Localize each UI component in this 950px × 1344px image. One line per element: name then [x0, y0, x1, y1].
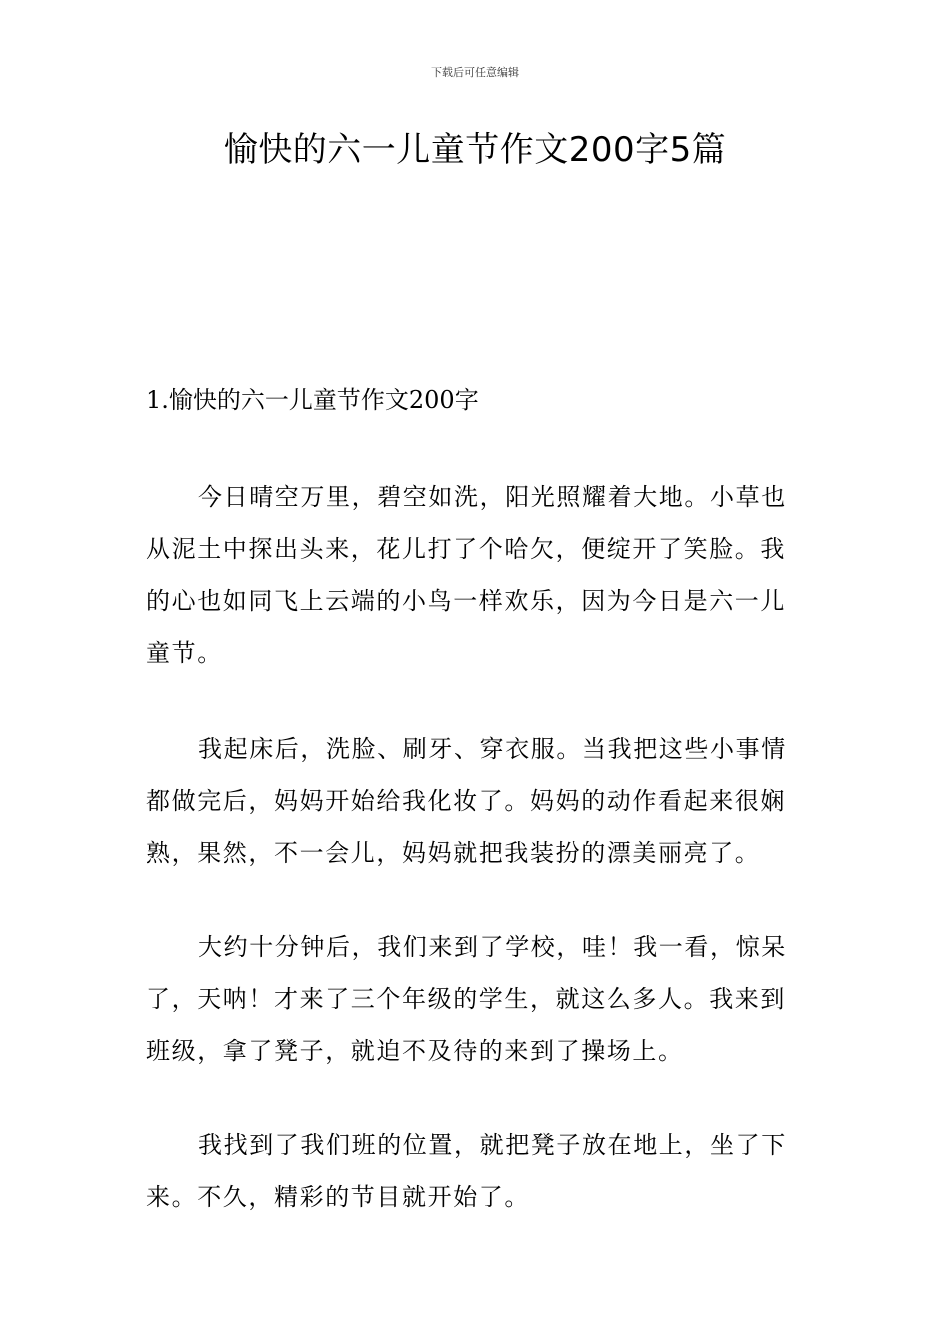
paragraph-4: 我找到了我们班的位置，就把凳子放在地上，坐了下来。不久，精彩的节目就开始了。	[146, 1131, 787, 1211]
paragraph-1: 今日晴空万里，碧空如洗，阳光照耀着大地。小草也从泥土中探出头来，花儿打了个哈欠，便绽开了笑脸。我的心也如同飞上云端的小鸟一样欢乐，因为今日是六一儿童节。	[146, 483, 787, 667]
paragraph-2: 我起床后，洗脸、刷牙、穿衣服。当我把这些小事情都做完后，妈妈开始给我化妆了。妈妈的动作看起来很娴熟，果然，不一会儿，妈妈就把我装扮的漂美丽亮了。	[146, 735, 787, 867]
document-title: 愉快的六一儿童节作文200字5篇	[223, 130, 727, 170]
section-heading: 1.愉快的六一儿童节作文200字	[146, 386, 479, 414]
header-note: 下载后可任意编辑	[431, 66, 519, 79]
paragraph-3: 大约十分钟后，我们来到了学校，哇！我一看，惊呆了，天呐！才来了三个年级的学生，就这么多人。我来到班级，拿了凳子，就迫不及待的来到了操场上。	[146, 933, 787, 1065]
